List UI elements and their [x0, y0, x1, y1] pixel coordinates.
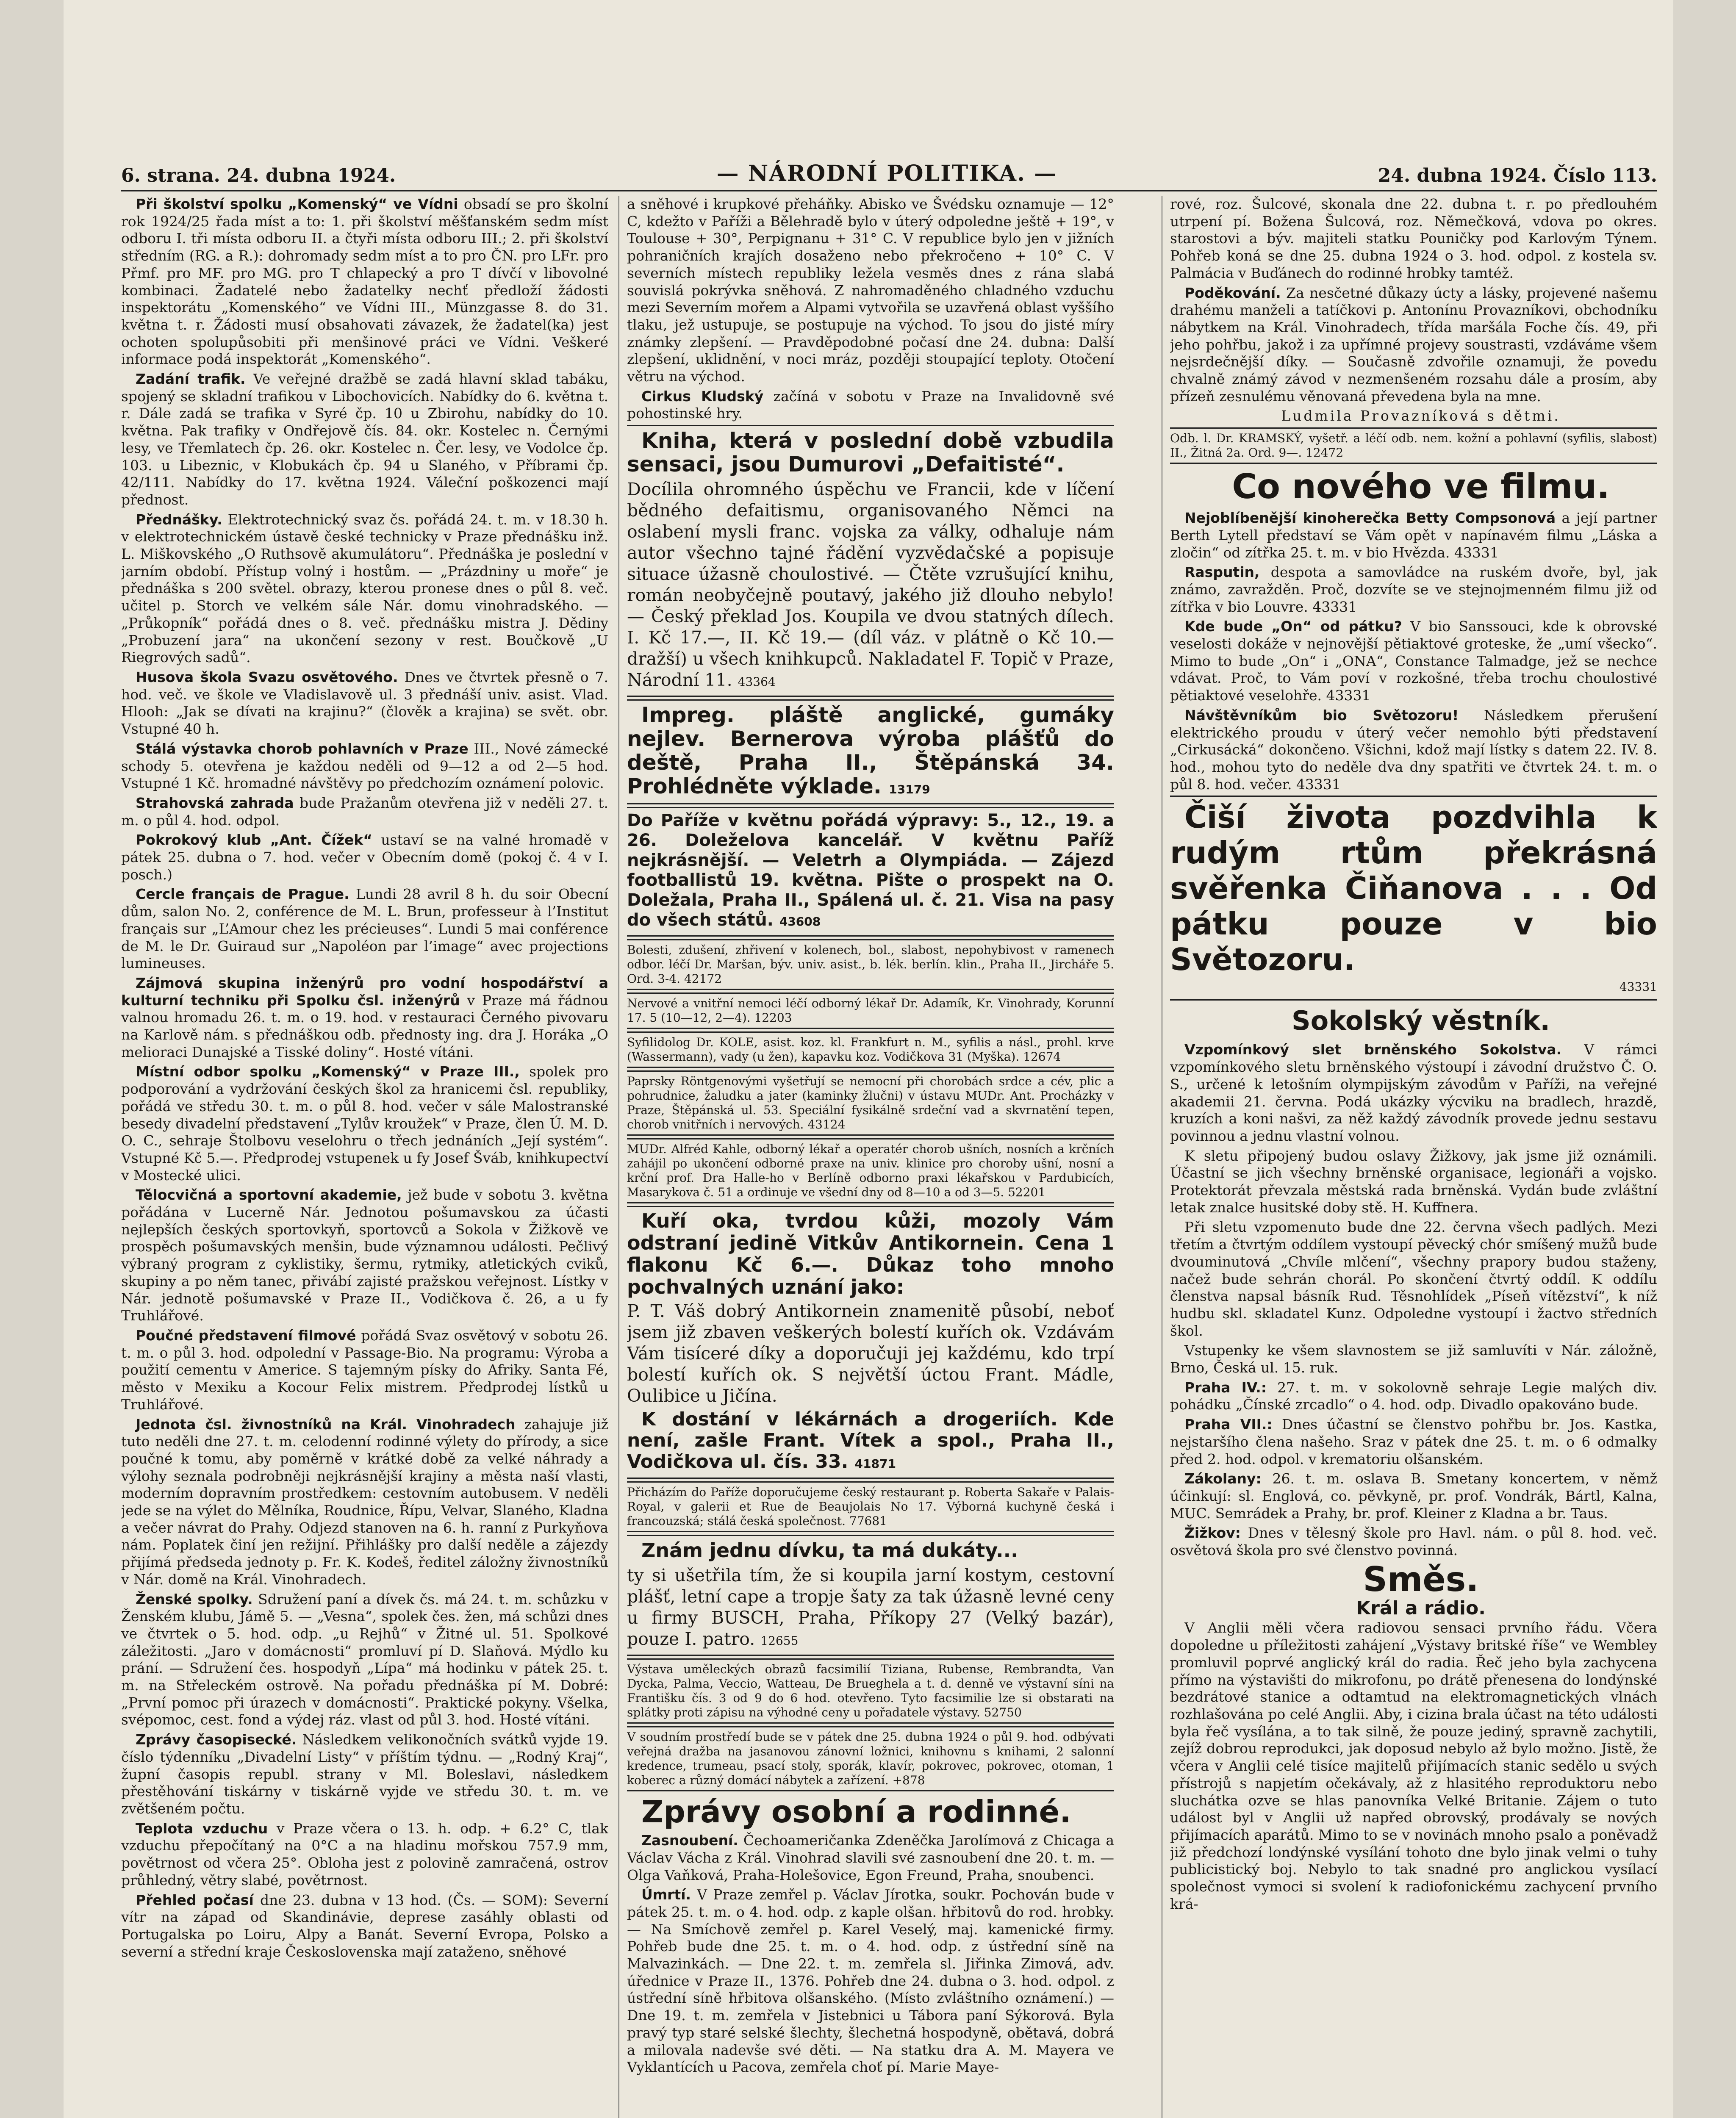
ad-corns: Kuří oka, tvrdou kůži, mozoly Vám odstraní jedině Vitkův Antikornein. Cena 1 flakonu Kč 6.—. Důkaz toho mnoho pochvalných uznání jako: P. T. Váš dobrý Antikornein znamenitě působí, neboť jsem již zbaven veškerých bolestí kuřích ok. Vzdávám Vám tisíceré díky a doporučuji jej každému, kdo trpí bolestí kuřích ok. S největší úctou Frant. Mádle, Oulibice u Jičína. K dostání v lékárnách a drogeriích. Kde není, zašle Frant. Vítek a spol., Praha II., Vodičkova ul. čís. 33. 41871 — [627, 1206, 1114, 1479]
weather-continued: a sněhové i krupkové přeháňky. Abisko ve Švédsku oznamuje — 12° C, kdežto v Paříži a Bělehradě bylo v úterý odpoledne ještě + 19°, v Toulouse + 30°, Perpignanu + 31° C. V republice bylo jen v jižních pohraničních krajích dosaženo nebo překročeno + 10° C. V severních místech republiky ležela vesměs dnes z rána slabá souvislá pokrývka sněhová. Z nahromaděného chladného vzduchu mezi Severním mořem a Alpami vytvořila se uzavřená oblast vyššího tlaku, jež ustupuje, se postupuje na východ. To jsou do jisté míry známky zlepšení. — Pravděpodobné počasí dne 24. dubna: Další zlepšení, uklidnění, v noci mráz, později stoupající teploty. Otočení větru na východ. — [627, 196, 1114, 385]
article: Tělocvičná a sportovní akademie, jež bude v sobotu 3. května pořádána v Lucerně Nár. Jednotou pošumavskou za účasti nejlepších českých sportovkyň, sportovců a Sokola v Žižkově ve prospěch pošumavských menšin, bude významnou události. Pečlivý výbraný program z cyklistiky, šermu, rytmiky, atletických cviků, skupiny a po něm tanec, přivábí zajisté pražskou veřejnost. Lístky v Nár. jednotě pošumavské v Praze II., Vodičkova č. 26, a u fy Truhlářové. — [121, 1187, 608, 1324]
sokol-item: K sletu připojený budou oslavy Žižkovy, jak jsme již oznámili. Účastní se jich všechny brněnské organisace, legionáři a vojsko. Protektorát převzala městská rada brněnská. Vydán bude zvláštní letak znalce husitské doby stě. H. Kuffnera. — [1170, 1147, 1657, 1216]
section-film: Co nového ve filmu. — [1232, 467, 1610, 507]
film-item: Návštěvníkům bio Světozoru! Následkem přerušení elektrického proudu v úterý večer nemohlo býti představení „Cirkusácká“ dokončeno. Všichni, kdož mají lístky s datem 22. IV. 8. hod., mohou tyto do neděle dva dny spatřiti ve čtvrtek 24. t. m. o půl 8. hod. večer. 43331 — [1170, 707, 1657, 793]
ad-svetozor-text: Čiší života pozdvihla k rudým rtům překrásná svěřenka Čiňanova . . . Od pátku pouze v bio Světozoru. — [1170, 799, 1657, 978]
article: Přednášky. Elektrotechnický svaz čs. pořádá 24. t. m. v 18.30 h. v elektrotechnickém ústavě české technicky v Praze přednášku inž. L. Miškovského „O Ruthsově akumulátoru“. Přednáška je poslední v jarním období. Přístup volný i hostům. — „Prázdniny u moře“ je přednáška s 200 světel. obrazy, kterou pronese dnes o půl 8. več. učitel p. Storch ve velkém sále Nár. domu vinohradského. — „Průkopník“ pořádá dnes o 8. več. přednášku mistra J. Dědiny „Probuzení jara“ na ukončení sezony v rest. Boučkově „U Riegrových sadů“. — [121, 511, 608, 666]
article: Ženské spolky. Sdružení paní a dívek čs. má 24. t. m. schůzku v Ženském klubu, Jámě 5. — „Vesna“, spolek čes. žen, má schůzi dnes ve čtvrtek o 5. hod. odp. „u Rejhů“ v Žitné ul. 51. Spolkové záležitosti. „Jaro v domácnosti“ promluví pí D. Slaňová. Mýdlo ku prání. — Sdružení čes. hospodyň „Lípa“ má hodinku v pátek 25. t. m. na Střeleckém ostrově. Na pořadu přednáška pí M. Dobré: „První pomoc při úrazech v domácnosti“. Praktické pokyny. Všelka, svépomoc, cest. fond a výdej ráz. vlast od půl 3. hod. Hosté vítáni. — [121, 1591, 608, 1728]
ad-roentgen: Paprsky Röntgenovými vyšetřují se nemocní při chorobách srdce a cév, plic a pohrudnice, žaludku a jater (kaminky žlučni) v ústavu MUDr. Ant. Procházky v Praze, Štěpánská ul. 53. Speciální fysikálně srdeční vad a skvrnatění tepen, chorob vnitřních i nervových. 43124 — [627, 1070, 1114, 1136]
ad-book — [627, 425, 1114, 697]
article: Přehled počasí dne 23. dubna v 13 hod. (Čs. — SOM): Severní vítr na západ od Skandinávie, deprese zasáhly oblasti od Portugalska po Loiru, Alpy a Banát. Severní Evropa, Polsko a severní a střední kraje Československa mají zataženo, sněhové — [121, 1891, 608, 1960]
sokol-item: Vzpomínkový slet brněnského Sokolstva. V rámci vzpomínkového sletu brněnského výstoupí i závodní družstvo Č. O. S., určené k letošním olympijským závodům v Paříži, na veřejné akademii 21. června. Podá ukázky výcviku na bradlech, hrazdě, kruzích a koni našvi, za něž každý závodník provede jednu sestavu povinnou a jednu vlastní volnou. — [1170, 1041, 1657, 1144]
film-item: Kde bude „On“ od pátku? V bio Sanssouci, kde k obrovské veselosti dokáže v nejnovější pětiaktové groteske, že „umí všecko“. Mimo to bude „On“ i „ONA“, Constance Talmadge, jež se nechce vdávat. Proč, to Vám poví v rozkošné, třeba trochu choulostivé pětiaktové veselohře. 43331 — [1170, 618, 1657, 704]
newspaper-page — [64, 0, 1673, 2118]
article: Zprávy časopisecké. Následkem velikonočních svátků vyjde 19. číslo týdenníku „Divadelní Listy“ v příštím týdnu. — „Rodný Kraj“, župní časopis republ. strany v Ml. Boleslavi, následkem přestěhování tiskárny v tiskárně vyjde ve středu 30. t. m. ve zvětšeném počtu. — [121, 1731, 608, 1817]
article: Cercle français de Prague. Lundi 28 avril 8 h. du soir Obecní dům, salon No. 2, conférence de M. L. Brun, professeur à l’Institut français sur „L’Amour chez les précieuses“. Lundi 5 mai conférence de M. le Dr. Guiraud sur „Napoléon par l’image“ avec projections lumineuses. — [121, 886, 608, 972]
sokol-item: Vstupenky ke všem slavnostem se již samluvíti v Nár. záložně, Brno, Česká ul. 15. ruk. — [1170, 1342, 1657, 1376]
column-2 — [627, 196, 1114, 2118]
ad-exhibition: Výstava uměleckých obrazů facsimilií Tiziana, Rubense, Rembrandta, Van Dycka, Palma, Veccio, Watteau, De Brueghela a t. d. denně ve výstavní síni na Františku čís. 3 od 9 do 6 hod. otevřeno. Tyto facsimilie lze si obstarati na splátky proti zápisu na výhodné ceny u pořadatele výstavy. 52750 — [627, 1658, 1114, 1724]
article: Jednota čsl. živnostníků na Král. Vinohradech zahajuje již tuto neděli dne 27. t. m. celodenní rodinné výlety do přírody, a sice poučné k tomu, aby poměrně v krátké době za velké náhrady a výlohy seznala podrobněji nejkrásnější krajiny a města naší vlasti, moderním dopravním prostředkem: cestovním autobusem. V neděli jede se na výlet do Mělníka, Roudnice, Řípu, Velvar, Slaného, Kladna a večer návrat do Prahy. Odjezd stanoven na 6. h. ranní z Purkyňova nám. Poplatek činí jen režijní. Přihlášky pro další neděle a zájezdy přijímá předseda jednoty p. Fr. K. Kodeš, ředitel záložny živnostníků v Nár. domě na Král. Vinohradech. — [121, 1416, 608, 1588]
ad-raincoats — [627, 699, 1114, 804]
article: Poučné představení filmové pořádá Svaz osvětový v sobotu 26. t. m. o půl 3. hod. odpolední v Passage-Bio. Na programu: Výroba a použití cementu v Americe. S tajemným písky do Afriky. Santa Fé, město v Mexiku a Kocour Felix mistrem. Předprodej lístků u Truhlářové. — [121, 1327, 608, 1413]
article: Teplota vzduchu v Praze včera o 13. h. odp. + 6.2° C, tlak vzduchu přepočítaný na 0°C a na hladinu mořskou 757.9 mm, povětrnost od včera 25°. Obloha jest z polovině zamračená, ostrov průhledný, větry slabé, povětrnost. — [121, 1820, 608, 1888]
sokol-item: Praha VII.: Dnes účastní se členstvo pohřbu br. Jos. Kastka, nejstaršího člena našeho. Sraz v pátek dne 25. t. m. o 6 odmalky před 2. hod. odpol. v krematoriu olšanském. — [1170, 1416, 1657, 1467]
column-3 — [1170, 196, 1657, 2118]
ad-auction: V soudním prostředí bude se v pátek dne 25. dubna 1924 o půl 9. hod. odbývati veřejná dražba na jasanovou zánovní ložnici, knihovnu s knihami, 2 salonní kredence, trumeau, psací stoly, sporák, klavír, pokrovec, pokrovec, otoman, 1 koberec a různý domácí nábytek a zařízení. +878 — [627, 1726, 1114, 1791]
ad-paris-trips: Do Paříže v květnu pořádá výpravy: 5., 12., 19. a 26. Doleželova kancelář. V květnu Paříž nejkrásnější. — Veletrh a Olympiáda. — Zájezd footballistů 19. května. Pište o prospekt na O. Doležala, Praha II., Spálená ul. č. 21. Visa na pasy do všech států. 43608 — [627, 807, 1114, 937]
ad-svetozor: Čiší života pozdvihla k rudým rtům překrásná svěřenka Čiňanova . . . Od pátku pouze v bio Světozoru. 43331 — [1170, 796, 1657, 1001]
thanks-signature: Ludmila Provazníková s dětmi. — [1281, 408, 1561, 424]
film-item: Rasputin, despota a samovládce na ruském dvoře, byl, jak známo, zavražděn. Proč, dozvíte se ve stejnojmenném filmu již od zítřka v bio Louvre. 43331 — [1170, 564, 1657, 615]
ad-busch: Znám jednu dívku, ta má dukáty... ty si ušetřila tím, že si koupila jarní kostym, cestovní plášť, letní cape a tropje šaty za tak úžasně levné ceny u firmy BUSCH, Praha, Příkopy 27 (Velký bazár), pouze I. patro. 12655 — [627, 1535, 1114, 1656]
ad-paris-restaurant: Přicházím do Paříže doporučujeme český restaurant p. Roberta Sakaře v Palais-Royal, v galerii et Rue de Beaujolais No 17. Výborná kuchyně česká i francouzská; stálá česká společnost. 77681 — [627, 1481, 1114, 1532]
column-divider — [618, 196, 619, 2118]
personal-news-item: Úmrtí. V Praze zemřel p. Václav Jírotka, soukr. Pochován bude v pátek 25. t. m. o 4. hod. odp. z kaple olšan. hřbitovů do rod. hrobky. — Na Smíchově zemřel p. Karel Veselý, maj. kamenické firmy. Pohřeb bude dne 25. t. m. o 4. hod. odp. z ústřední síně na Malvazinkách. — Dne 22. t. m. zemřela sl. Jiřinka Zimová, adv. úřednice v Praze II., 1376. Pohřeb dne 24. dubna o 3. hod. odpol. z ústřední síně hřbitova olšanského. (Místo zvláštního oznámení.) — Dne 19. t. m. zemřela v Jistebnici u Tábora paní Sýkorová. Byla pravý typ staré selské šlechty, šlechetná hospodyně, obětavá, dobrá a milovala nadevše své děti. — Na statku dra A. M. Mayera ve Vyklantících u Pacova, zemřela choť pí. Marie Maye- — [627, 1886, 1114, 2076]
ad-raincoats-text: Impreg. pláště anglické, gumáky nejlev. Bernerova výroba plášťů do deště, Praha II., Štěpánská 34. Prohlédněte výklade. 13179 — [627, 703, 1114, 799]
ad-doctor-marsan: Bolesti, zdušení, zhřivení v kolenech, bol., slabost, nepohybivost v ramenech odbor. léčí Dr. Maršan, býv. univ. asist., b. lék. berlín. klin., Praha II., Jircháře 5. Ord. 3-4. 42172 — [627, 939, 1114, 990]
article-king-radio: V Anglii měli včera radiovou sensaci prvního řádu. Včera dopoledne u příležitosti zahájení „Výstavy britské říše“ ve Wembley promluvil poprvé anglický král do radia. Řeč jeho byla zachycena přímo na výstavišti do mikrofonu, po drátě přenesena do londýnské bezdrátové stanice a odtamtud na elektromagnetických vlnách rozhlašována po celé Anglii. Aby, i cizina brala účast na této události byla řeč vysílána, a to tak silně, že pouze jediný, spravně zachytili, zejíž dobrou reprodukci, jak doposud nebylo až bylo možno. Jistě, že včera v Anglii celé tisíce majitelů přijímacích stanic sedělo u svých přístrojů s napjetím očekávaly, až z hlasitého reproduktoru nebo sluchátka ozve se hlas panovníka Velké Britanie. Zájem o tuto událost byl v Anglii už napřed obrovský, prodávaly se nových přijímacích aparátů. Mimo to se v novinách mnoho psalo a poněvadž již předchozí londýnské vysílání tohoto dne bylo jinak velmi o tuhy publicistický boj. Nebylo to tak snadné pro anglickou vysílací společnost vymoci si svolení k radiofonickému zachycení prvního krá- — [1170, 1619, 1657, 1912]
article: Při školství spolku „Komenský“ ve Vídni obsadí se pro školní rok 1924/25 řada míst a to: 1. při školství měšťanském sedm míst odboru I. tři místa odboru II. a čtyři místa odboru III.; 2. při školství středním (RG. a R.): dohromady sedm míst a to pro ČN. pro LFr. pro Přmf. pro MF. pro MG. pro T chlapecký a pro T dívčí v libovolné kombinaci. Žadatelé nebo žadatelky nechť předloží žádosti inspektorátu „Komenského“ ve Vídni III., Münzgasse 8. do 31. května t. r. Žádosti musí obsahovati závazek, že žadatel(ka) jest ochoten spolupůsobiti při menšinové práci ve Vídni. Veškeré informace podá inspektorát „Komenského“. — [121, 196, 608, 368]
personal-news-list — [627, 1832, 1114, 2076]
personal-news-item: Zasnoubení. Čechoameričanka Zdeněčka Jarolímová z Chicaga a Václav Vácha z Král. Vinohrad slavili své zasnoubení dne 20. t. m. — Olga Vaňková, Praha-Holešovice, Egon Freund, Praha, snoubenci. — [627, 1832, 1114, 1883]
ad-book-title: Kniha, která v poslední době vzbudila sensaci, jsou Dumurovi „Defaitisté“. — [627, 428, 1114, 477]
article: Strahovská zahrada bude Pražanům otevřena již v neděli 27. t. m. o půl 4. hod. odpol. — [121, 794, 608, 829]
smes-subtitle: Král a rádio. — [1356, 1597, 1486, 1619]
film-list — [1170, 510, 1657, 793]
article: Pokrokový klub „Ant. Čížek“ ustaví se na valné hromadě v pátek 25. dubna o 7. hod. večer v Obecním domě (pokoj č. 4 v I. posch.) — [121, 832, 608, 883]
ad-doctor-adamek: Nervové a vnitřní nemoci léčí odborný lékař Dr. Adamík, Kr. Vinohrady, Korunní 17. 5 (10—12, 2—4). 12203 — [627, 992, 1114, 1029]
obituary-continued: rové, roz. Šulcové, skonala dne 22. dubna t. r. po předlouhém utrpení pí. Božena Šulcová, roz. Němečková, vdova po okres. starostovi a býv. majiteli statku Pouničky pod Karlovým Týnem. Pohřeb koná se dne 25. dubna 1924 o 3. hod. odpol. z kostela sv. Palmácia v Buďánech do rodinné hrobky tamtéž. — [1170, 196, 1657, 281]
newspaper-title: — NÁRODNÍ POLITIKA. — — [716, 161, 1057, 186]
article: Zadání trafik. Ve veřejné dražbě se zadá hlavní sklad tabáku, spojený se skladní trafikou v Libochovicích. Nabídky do 6. května t. r. Dále zadá se trafika v Syré čp. 10 u Zbirohu, nabídky do 10. května. Pak trafiky v Ondřejově čís. 84. okr. Kostelec n. Černými lesy, ve Třemlatech čp. 26. okr. Kostelec n. Čer. lesy, ve Vodolce čp. 103. u Libeznic, v Klobukách čp. 94 u Slaného, v Příbrami čp. 42/111. Nabídky do 17. května 1924. Váleční poškozenci mají přednost. — [121, 371, 608, 508]
masthead — [121, 156, 1657, 186]
header-right: 24. dubna 1924. Číslo 113. — [1378, 165, 1657, 186]
header-left: 6. strana. 24. dubna 1924. — [121, 165, 396, 186]
film-item: Nejoblíbenější kinoherečka Betty Compsonová a její partner Berth Lytell představí se Vám opět v napínavém filmu „Láska a zločin“ od zítřka 25. t. m. v bio Hvězda. 43331 — [1170, 510, 1657, 561]
section-smes: Směs. — [1363, 1559, 1479, 1599]
section-personal-news: Zprávy osobní a rodinné. — [641, 1794, 1071, 1830]
ad-doctor-kole: Syfilidolog Dr. KOLE, asist. koz. kl. Frankfurt n. M., syfilis a násl., prohl. krve (Wassermann), vady (u žen), kapavku koz. Vodičkova 31 (Myška). 12674 — [627, 1031, 1114, 1068]
sokol-item: Zákolany: 26. t. m. oslava B. Smetany koncertem, v němž účinkují: sl. Englová, co. pěvkyně, pr. prof. Vondrák, Bártl, Kalna, MUC. Semrádek a Prahy, br. prof. Kleiner z Kladna a br. Taus. — [1170, 1470, 1657, 1522]
ad-doctor-kahle: MUDr. Alfréd Kahle, odborný lékař a operatér chorob ušních, nosních a krčních zahájil po ukončení odborné praxe na univ. klinice pro choroby ušní, nosní a krční prof. Dra Halle-ho v Berlíně odborno praxi lékařskou v Pardubicích, Masarykova č. 51 a ordinuje ve všední dny od 8—10 a od 3—5. 52201 — [627, 1138, 1114, 1203]
article: Místní odbor spolku „Komenský“ v Praze III., spolek pro podporování a vydržování českých škol za hranicemi čsl. republiky, pořádá ve středu 30. t. m. o půl 8. hod. večer v sále Malostranské besedy divadelní představení „Tylův kroužek“ v Praze, člen Ú. M. D. O. C., sehraje Štolbovu veselohru o třech jednáních „Její systém“. Vstupné Kč 5.—. Předprodej vstupenek u fy Josef Šváb, knihkupectví v Mostecké ulici. — [121, 1063, 608, 1184]
article: Stálá výstavka chorob pohlavních v Praze III., Nové zámecké schody 5. otevřena je každou neděli od 9—12 a od 2—5 hod. Vstupné 1 Kč. hromadné návštěvy po předchozím oznámení polovic. — [121, 740, 608, 792]
sokol-item: Při sletu vzpomenuto bude dne 22. června všech padlých. Mezi třetím a čtvrtým oddílem vystoupí pěvecký chór smíšený mužů bude dvouminutová „Chvíle mlčení“, všechny prapory budou staženy, načež bude sehrán chorál. Po skončení čtvrtý oddíl. K oddílu členstva napsal básník Rud. Těsnohlídek „Píseň vítězství“, k níž hudbu skl. skladatel Kunz. Odpoledne vystoupí i žactvo středních škol. — [1170, 1219, 1657, 1339]
article-circus: Cirkus Kludský začíná v sobotu v Praze na Invalidovně své pohostinské hry. — [627, 388, 1114, 422]
section-sokol: Sokolský věstník. — [1292, 1005, 1550, 1037]
sokol-list — [1170, 1041, 1657, 1559]
header-rule — [121, 190, 1657, 191]
article: Zájmová skupina inženýrů pro vodní hospodářství a kulturní techniku při Spolku čsl. inženýrů v Praze má řádnou valnou hromadu 26. t. m. o 19. hod. v restauraci Černého pivovaru na Karlově nám. s přednáškou odb. přednosty ing. dra J. Horáka „O melioraci Dunajské a Tisské doliny“. Hosté vítáni. — [121, 974, 608, 1060]
ad-book-text: Docílila ohromného úspěchu ve Francii, kde v líčení bědného defaitismu, organisovaného Němci na oslabení mysli franc. vojska za války, odhaluje nám autor všechno tajné řádění vyzvědačské a popisuje situace úžasně choulostivé. — Čtěte vzrušující knihu, román neobyčejně poutavý, jakého již dlouho nebylo! — Český překlad Jos. Koupila ve dvou statných dílech. I. Kč 17.—, II. Kč 19.— (díl váz. v plátně o Kč 10.— dražší) u všech knihkupců. Nakladatel F. Topič v Praze, Národní 11. 43364 — [627, 479, 1114, 690]
article-thanks: Poděkování. Za nesčetné důkazy úcty a lásky, projevené našemu drahému manželi a tatíčkovi p. Antonínu Provazníkovi, obchodníku nábytkem na Král. Vinohradech, třída maršála Foche čís. 49, při jeho pohřbu, jakož i za upřímné projevy soustrasti, vzdáváme všem nejsrdečnější díky. — Současně zdvořile oznamuji, že povedu chvalně známý závod v nezmenšeném rozsahu dále a prosím, aby přízeň zesnulému věnovaná převedena byla na mne. — [1170, 284, 1657, 405]
article: Husova škola Svazu osvětového. Dnes ve čtvrtek přesně o 7. hod. več. ve škole ve Vladislavově ul. 3 přednáší univ. asist. Vlad. Hlooh: „Jak se dívati na krajinu?“ (člověk a krajina) se svět. obr. Vstupné 40 h. — [121, 668, 608, 737]
column-1 — [121, 196, 608, 2118]
sokol-item: Praha IV.: 27. t. m. v sokolovně sehraje Legie malých div. pohádku „Čínské zrcadlo“ o 4. hod. odp. Divadlo opakováno bude. — [1170, 1379, 1657, 1413]
sokol-item: Žižkov: Dnes v tělesný škole pro Havl. nám. o půl 8. hod. več. osvětová škola pro své členstvo povinná. — [1170, 1525, 1657, 1559]
ad-doctor-kramsky: Odb. l. Dr. KRAMSKÝ, vyšetř. a léčí odb. nem. kožní a pohlavní (syfilis, slabost) II., Žitná 2a. Ord. 9—. 12472 — [1170, 427, 1657, 464]
